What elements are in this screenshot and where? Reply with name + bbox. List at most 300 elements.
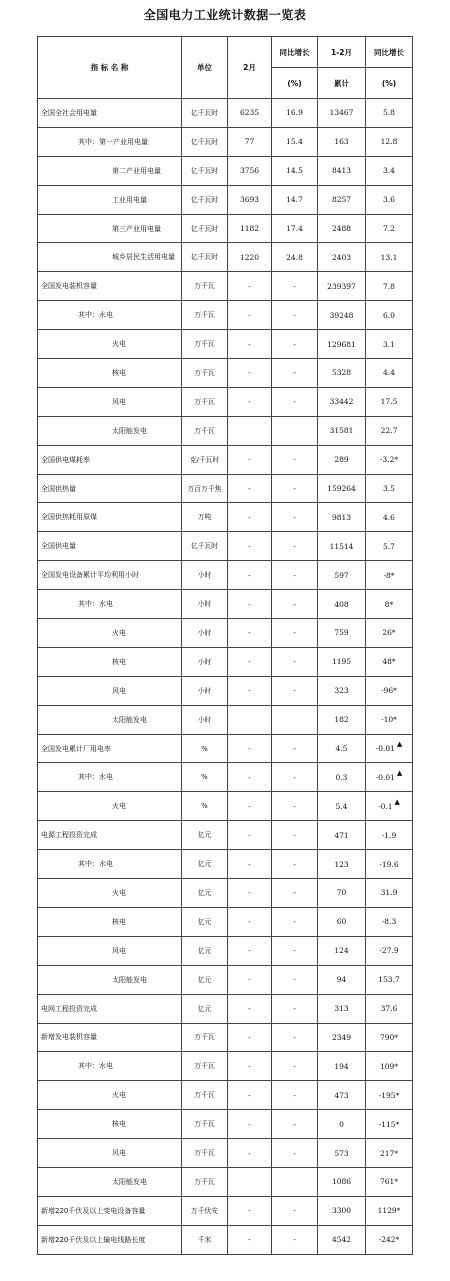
- row-feb-value: [228, 301, 272, 330]
- row-cumulative-yoy: [366, 359, 413, 388]
- header-cumulative-bottom: 累计: [334, 78, 349, 88]
- row-cumulative-value: [318, 214, 366, 243]
- row-cumulative-value-text: 94: [336, 975, 347, 985]
- row-cumulative-value: [318, 619, 366, 648]
- row-name-text: 火电: [112, 628, 126, 637]
- row-name-text: 全国供热量: [41, 484, 76, 493]
- row-cumulative-yoy-text: 7.2: [383, 224, 395, 233]
- row-name-text: 其中：水电: [78, 311, 113, 320]
- row-cumulative-yoy: [366, 705, 413, 734]
- row-unit: [182, 99, 228, 128]
- table-row: [38, 879, 413, 908]
- row-cumulative-value-text: 129681: [327, 339, 356, 349]
- row-feb-value: [228, 99, 272, 128]
- row-unit-text: 千米: [197, 1235, 212, 1244]
- row-feb-yoy-text: -: [293, 1148, 296, 1158]
- row-feb-yoy-text: -: [293, 397, 296, 407]
- row-feb-yoy: [272, 1110, 318, 1139]
- row-cumulative-yoy-text: 761*: [379, 1177, 399, 1187]
- row-feb-value-text: -: [248, 1032, 251, 1042]
- row-feb-value: [228, 243, 272, 272]
- row-unit: [182, 532, 228, 561]
- row-cumulative-value: [318, 387, 366, 416]
- row-name-text: 全国供电煤耗率: [41, 455, 90, 464]
- row-cumulative-value: [318, 330, 366, 359]
- row-feb-value: [228, 763, 272, 792]
- row-cumulative-yoy-text: 1129*: [377, 1206, 401, 1216]
- row-feb-yoy: [272, 647, 318, 676]
- row-feb-yoy-text: -: [293, 859, 296, 869]
- row-cumulative-yoy-text: 26*: [382, 628, 396, 638]
- row-cumulative-value-text: 3300: [331, 1206, 352, 1216]
- row-feb-value-text: -: [248, 368, 251, 378]
- row-name-text: 风电: [112, 397, 126, 406]
- row-cumulative-value-text: 182: [334, 715, 349, 725]
- row-unit: [182, 272, 228, 301]
- row-unit: [182, 907, 228, 936]
- row-feb-value-text: -: [248, 1004, 251, 1014]
- row-feb-yoy-text: -: [293, 512, 296, 522]
- row-feb-yoy: [272, 532, 318, 561]
- row-unit-text: 万千瓦: [194, 368, 215, 377]
- row-feb-yoy: [272, 1052, 318, 1081]
- row-unit: [182, 1023, 228, 1052]
- row-feb-yoy: [272, 561, 318, 590]
- row-feb-value: [228, 994, 272, 1023]
- row-feb-value-text: -: [248, 1148, 251, 1158]
- row-feb-yoy-text: -: [293, 772, 296, 782]
- row-name-text: 其中：水电: [78, 600, 113, 609]
- row-name-text: 火电: [112, 340, 126, 349]
- row-name: [38, 850, 182, 879]
- row-cumulative-yoy: [366, 185, 413, 214]
- row-name-text: 其中：水电: [78, 860, 113, 869]
- row-cumulative-value: [318, 1225, 366, 1254]
- triangle-marker-icon: ▲: [394, 797, 400, 806]
- row-feb-value: [228, 1167, 272, 1196]
- row-cumulative-yoy: [366, 879, 413, 908]
- row-cumulative-value: [318, 1167, 366, 1196]
- row-cumulative-yoy-text: -242*: [378, 1235, 400, 1245]
- row-cumulative-yoy: [366, 416, 413, 445]
- row-feb-yoy: [272, 445, 318, 474]
- row-cumulative-yoy-text: 109*: [379, 1061, 399, 1071]
- header-yoy-cum-bottom: (%): [381, 78, 397, 88]
- row-cumulative-value: [318, 532, 366, 561]
- row-cumulative-yoy: [366, 532, 413, 561]
- row-feb-value: [228, 879, 272, 908]
- table-row: [38, 561, 413, 590]
- row-unit-text: 小时: [197, 686, 212, 695]
- row-name: [38, 994, 182, 1023]
- row-unit: [182, 474, 228, 503]
- row-unit-text: 万千瓦: [194, 340, 215, 349]
- row-feb-value: [228, 416, 272, 445]
- row-unit-text: 亿千瓦时: [190, 195, 219, 204]
- row-cumulative-value: [318, 272, 366, 301]
- row-name-text: 新增220千伏及以上输电线路长度: [41, 1235, 146, 1244]
- table-row: [38, 1110, 413, 1139]
- row-cumulative-value-text: 8413: [331, 166, 352, 176]
- row-feb-value: [228, 359, 272, 388]
- row-cumulative-value-text: 33442: [329, 397, 354, 407]
- row-feb-yoy-text: -: [293, 339, 296, 349]
- row-cumulative-yoy-text: 12.8: [380, 137, 398, 147]
- row-unit-text: 小时: [197, 715, 212, 724]
- row-feb-yoy-text: 17.4: [286, 224, 303, 233]
- row-feb-yoy-text: -: [293, 541, 296, 551]
- row-name-text: 全国供电量: [41, 542, 76, 551]
- row-cumulative-value-text: 70: [336, 888, 347, 898]
- row-feb-yoy-text: -: [293, 830, 296, 840]
- row-unit: [182, 416, 228, 445]
- row-unit-text: 万千瓦: [194, 1149, 215, 1157]
- table-row: [38, 1139, 413, 1168]
- row-name: [38, 156, 182, 185]
- row-unit-text: 万千瓦: [194, 1033, 215, 1042]
- row-feb-yoy-text: -: [293, 801, 296, 811]
- row-cumulative-yoy-text: 37.6: [380, 1004, 398, 1014]
- row-cumulative-value-text: 11514: [329, 541, 354, 551]
- row-name: [38, 1167, 182, 1196]
- table-row: [38, 243, 413, 272]
- row-feb-value-text: -: [248, 657, 251, 667]
- row-cumulative-value-text: 1086: [331, 1177, 352, 1187]
- row-cumulative-value-text: 5328: [331, 368, 352, 378]
- table-row: [38, 185, 413, 214]
- table-row: [38, 734, 413, 763]
- table-row: [38, 156, 413, 185]
- row-cumulative-value-text: 313: [334, 1004, 349, 1014]
- row-name-text: 核电: [112, 368, 126, 377]
- row-feb-value: [228, 619, 272, 648]
- row-feb-yoy: [272, 879, 318, 908]
- row-cumulative-yoy-text: 5.7: [383, 541, 395, 551]
- row-unit-text: 万千瓦: [194, 1091, 215, 1100]
- row-cumulative-yoy-text: -0.01: [375, 744, 395, 754]
- table-row: [38, 1052, 413, 1081]
- row-cumulative-value-text: 123: [334, 859, 349, 869]
- row-cumulative-yoy: [366, 1110, 413, 1139]
- header-cumulative-top: 1-2月: [318, 37, 365, 68]
- row-cumulative-value-text: 60: [336, 917, 347, 927]
- row-feb-yoy: [272, 1167, 318, 1196]
- row-cumulative-yoy: [366, 1139, 413, 1168]
- row-name: [38, 127, 182, 156]
- row-name-text: 城乡居民生活用电量: [112, 253, 175, 262]
- row-unit-text: 亿千瓦时: [190, 166, 219, 175]
- row-name: [38, 619, 182, 648]
- row-name-text: 火电: [112, 802, 126, 811]
- row-name: [38, 676, 182, 705]
- row-cumulative-yoy-text: -3.2*: [379, 455, 399, 465]
- row-unit-text: 亿千瓦时: [190, 253, 219, 262]
- row-name-text: 全国供热耗用原煤: [41, 513, 97, 522]
- row-name-text: 电源工程投资完成: [41, 831, 97, 840]
- triangle-marker-icon: ▲: [396, 768, 403, 777]
- row-feb-value: [228, 127, 272, 156]
- row-cumulative-yoy-text: 4.6: [383, 512, 395, 522]
- row-cumulative-value-text: 13467: [329, 108, 354, 118]
- row-feb-yoy-text: 16.9: [286, 108, 303, 118]
- row-feb-yoy: [272, 907, 318, 936]
- row-cumulative-value: [318, 474, 366, 503]
- row-feb-value-text: -: [248, 1206, 251, 1216]
- row-unit-text: 万千瓦: [194, 397, 215, 406]
- row-cumulative-value: [318, 676, 366, 705]
- row-feb-value-text: 77: [244, 137, 255, 147]
- row-cumulative-yoy-text: 4.4: [383, 368, 395, 378]
- row-feb-value: [228, 907, 272, 936]
- row-unit-text: 亿千瓦时: [190, 137, 219, 146]
- row-feb-yoy: [272, 705, 318, 734]
- row-name-text: 太阳能发电: [112, 426, 147, 435]
- row-name: [38, 387, 182, 416]
- row-cumulative-yoy-text: 5.8: [383, 108, 395, 118]
- row-cumulative-yoy: [366, 445, 413, 474]
- row-unit-text: 克/千瓦时: [189, 455, 220, 464]
- row-name-text: 核电: [112, 917, 126, 926]
- row-unit-text: 小时: [197, 657, 212, 666]
- row-feb-value-text: -: [248, 628, 251, 638]
- table-row: [38, 850, 413, 879]
- table-row: [38, 705, 413, 734]
- table-row: [38, 821, 413, 850]
- row-name-text: 其中：水电: [78, 773, 113, 782]
- table-row: [38, 647, 413, 676]
- row-feb-value-text: -: [248, 397, 251, 407]
- row-cumulative-value: [318, 243, 366, 272]
- row-feb-value-text: -: [248, 772, 251, 782]
- row-cumulative-yoy-text: 790*: [379, 1032, 399, 1042]
- row-name: [38, 272, 182, 301]
- row-unit-text: 万千瓦: [194, 311, 215, 320]
- row-cumulative-value: [318, 1081, 366, 1110]
- row-unit: [182, 850, 228, 879]
- table-header: [38, 37, 413, 99]
- row-name: [38, 359, 182, 388]
- row-cumulative-yoy: [366, 387, 413, 416]
- row-cumulative-value: [318, 850, 366, 879]
- row-cumulative-yoy-text: 22.7: [380, 426, 398, 436]
- row-feb-yoy-text: -: [293, 599, 296, 609]
- row-cumulative-yoy-text: 6.0: [383, 310, 395, 320]
- row-cumulative-value: [318, 1110, 366, 1139]
- row-feb-yoy: [272, 359, 318, 388]
- row-feb-yoy: [272, 185, 318, 214]
- row-name: [38, 1052, 182, 1081]
- row-feb-yoy: [272, 387, 318, 416]
- row-feb-value-text: -: [248, 339, 251, 349]
- row-feb-yoy-text: -: [293, 484, 296, 494]
- row-unit: [182, 936, 228, 965]
- row-name-text: 全国全社会用电量: [41, 108, 97, 117]
- row-unit-text: 亿元: [197, 1004, 212, 1013]
- table-row: [38, 1023, 413, 1052]
- row-cumulative-yoy: [366, 474, 413, 503]
- row-feb-value: [228, 676, 272, 705]
- table-row: [38, 301, 413, 330]
- row-name-text: 风电: [112, 1149, 126, 1157]
- row-cumulative-value-text: 31581: [329, 426, 354, 436]
- row-unit-text: 小时: [197, 571, 212, 580]
- row-cumulative-value-text: 573: [334, 1148, 349, 1158]
- row-feb-yoy: [272, 619, 318, 648]
- row-cumulative-yoy-text: -1.9: [381, 830, 397, 840]
- row-feb-yoy-text: 24.8: [286, 252, 303, 262]
- row-name-text: 核电: [112, 657, 126, 666]
- row-name-text: 新增220千伏及以上变电设备容量: [41, 1206, 146, 1215]
- row-name: [38, 879, 182, 908]
- row-name: [38, 474, 182, 503]
- table-row: [38, 532, 413, 561]
- row-cumulative-value: [318, 821, 366, 850]
- row-feb-value-text: -: [248, 281, 251, 291]
- row-feb-yoy: [272, 734, 318, 763]
- row-cumulative-value: [318, 936, 366, 965]
- row-unit-text: 亿千瓦时: [190, 108, 219, 117]
- row-feb-value-text: -: [248, 888, 251, 898]
- row-cumulative-yoy: [366, 127, 413, 156]
- row-cumulative-value-text: 4542: [331, 1235, 352, 1245]
- row-feb-value: [228, 561, 272, 590]
- row-feb-yoy: [272, 1139, 318, 1168]
- row-name-text: 火电: [112, 888, 126, 897]
- row-feb-value-text: -: [248, 686, 251, 696]
- row-name-text: 其中：第一产业用电量: [78, 137, 148, 146]
- row-name: [38, 647, 182, 676]
- header-yoy-feb: [272, 37, 318, 99]
- row-unit-text: 万吨: [197, 513, 212, 522]
- row-feb-value-text: -: [248, 599, 251, 609]
- table-row: [38, 763, 413, 792]
- row-name: [38, 330, 182, 359]
- row-cumulative-value-text: 289: [334, 455, 349, 465]
- row-cumulative-value: [318, 503, 366, 532]
- row-unit: [182, 127, 228, 156]
- row-feb-value-text: 1220: [239, 252, 260, 262]
- row-feb-value: [228, 156, 272, 185]
- table-row: [38, 503, 413, 532]
- row-feb-yoy: [272, 99, 318, 128]
- row-unit-text: 亿元: [197, 860, 212, 869]
- row-cumulative-value-text: 408: [334, 599, 349, 609]
- row-cumulative-value: [318, 647, 366, 676]
- row-cumulative-yoy: [366, 503, 413, 532]
- row-cumulative-value-text: 39248: [329, 310, 354, 320]
- row-cumulative-yoy-text: 17.5: [380, 397, 398, 407]
- row-feb-value-text: 3756: [239, 166, 260, 176]
- row-feb-value-text: -: [248, 541, 251, 551]
- row-cumulative-yoy: [366, 272, 413, 301]
- row-cumulative-value-text: 2349: [331, 1032, 352, 1042]
- row-cumulative-value-text: 2403: [331, 252, 352, 262]
- row-cumulative-yoy-text: 13.1: [380, 252, 398, 262]
- row-name: [38, 792, 182, 821]
- row-feb-yoy: [272, 792, 318, 821]
- table-row: [38, 1196, 413, 1225]
- table-row: [38, 330, 413, 359]
- table-row: [38, 359, 413, 388]
- row-cumulative-yoy: [366, 214, 413, 243]
- row-cumulative-value: [318, 590, 366, 619]
- row-unit: [182, 185, 228, 214]
- row-feb-value: [228, 734, 272, 763]
- row-unit-text: 万千瓦: [194, 282, 215, 291]
- row-unit: [182, 243, 228, 272]
- row-feb-value: [228, 272, 272, 301]
- row-feb-yoy-text: -: [293, 570, 296, 580]
- row-cumulative-yoy: [366, 619, 413, 648]
- row-name: [38, 416, 182, 445]
- row-feb-yoy-text: -: [293, 686, 296, 696]
- row-cumulative-yoy-text: 153.7: [378, 975, 400, 985]
- table-row: [38, 272, 413, 301]
- row-feb-yoy-text: -: [293, 281, 296, 291]
- row-feb-value: [228, 1052, 272, 1081]
- row-cumulative-value: [318, 561, 366, 590]
- row-name: [38, 243, 182, 272]
- row-cumulative-value-text: 9813: [331, 512, 352, 522]
- table-row: [38, 99, 413, 128]
- row-unit-text: 万千瓦: [194, 426, 215, 435]
- row-feb-yoy-text: -: [293, 1090, 296, 1100]
- row-feb-yoy: [272, 301, 318, 330]
- row-name: [38, 965, 182, 994]
- row-feb-yoy: [272, 850, 318, 879]
- row-feb-value-text: -: [248, 1119, 251, 1129]
- table-row: [38, 965, 413, 994]
- row-feb-value: [228, 532, 272, 561]
- row-feb-value-text: -: [248, 310, 251, 320]
- row-cumulative-value-text: 323: [334, 686, 349, 696]
- row-feb-value: [228, 792, 272, 821]
- statistics-table: [37, 36, 413, 1255]
- row-unit: [182, 1052, 228, 1081]
- row-feb-yoy: [272, 156, 318, 185]
- row-feb-yoy: [272, 994, 318, 1023]
- row-cumulative-value-text: 2488: [331, 224, 352, 233]
- row-cumulative-yoy-text: 7.8: [383, 281, 395, 291]
- row-unit: [182, 792, 228, 821]
- row-feb-yoy-text: -: [293, 455, 296, 465]
- row-unit-text: %: [201, 773, 208, 782]
- row-feb-yoy: [272, 214, 318, 243]
- row-feb-yoy-text: 14.5: [286, 166, 303, 176]
- row-cumulative-yoy: [366, 1081, 413, 1110]
- row-feb-value: [228, 214, 272, 243]
- row-feb-value-text: -: [248, 1090, 251, 1100]
- row-feb-value-text: -: [248, 1235, 251, 1245]
- row-cumulative-value-text: 159264: [327, 484, 356, 494]
- row-name: [38, 1225, 182, 1254]
- row-feb-yoy-text: -: [293, 888, 296, 898]
- row-cumulative-yoy: [366, 590, 413, 619]
- row-unit: [182, 1110, 228, 1139]
- row-cumulative-value-text: 5.4: [335, 801, 348, 811]
- row-name: [38, 1196, 182, 1225]
- row-cumulative-yoy-text: 31.9: [380, 888, 398, 898]
- row-cumulative-value-text: 759: [334, 628, 349, 638]
- row-unit-text: 亿元: [197, 975, 212, 984]
- row-cumulative-value: [318, 763, 366, 792]
- row-feb-value: [228, 965, 272, 994]
- table-row: [38, 387, 413, 416]
- row-name: [38, 561, 182, 590]
- row-feb-yoy: [272, 676, 318, 705]
- row-cumulative-yoy: [366, 1196, 413, 1225]
- row-unit-text: 万千瓦: [194, 1062, 215, 1071]
